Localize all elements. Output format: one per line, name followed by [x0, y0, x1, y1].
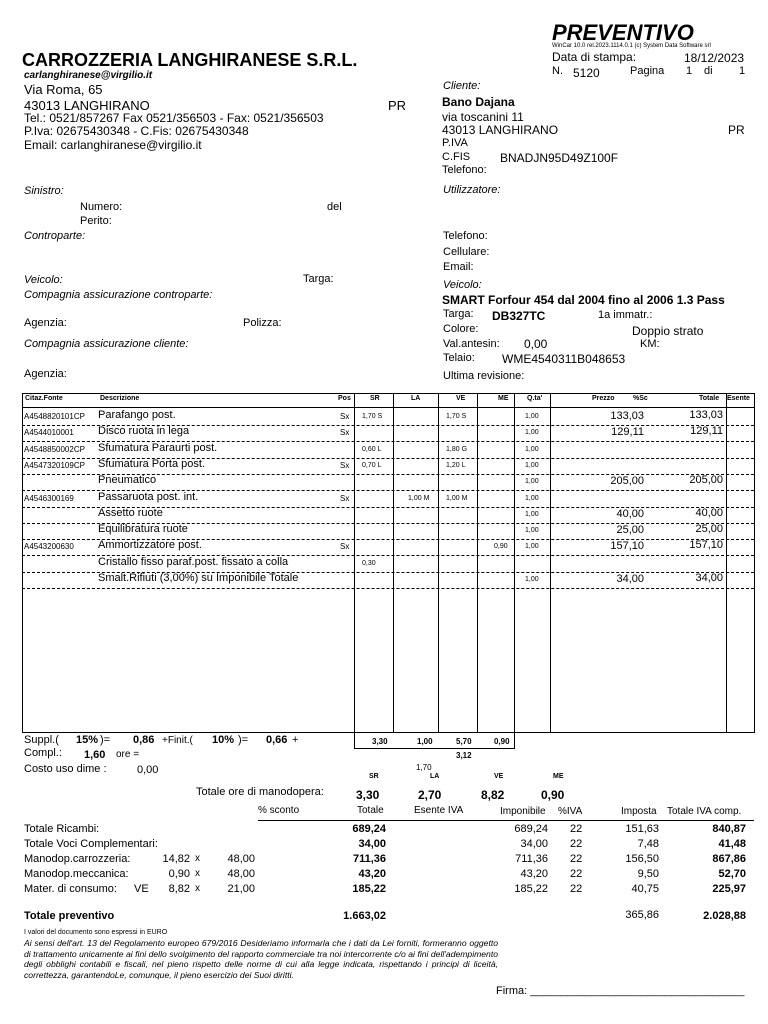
cell-sr: 1,70 S [362, 413, 383, 420]
veicolo-controparte-label: Veicolo: [24, 274, 63, 286]
summary-b: 48,00 [227, 853, 255, 865]
summary-label: Totale Ricambi: [24, 823, 100, 835]
summary-imponibile: 689,24 [514, 823, 548, 835]
page-label: Pagina [630, 65, 665, 77]
summary-b: 21,00 [227, 883, 255, 895]
cell-pos: Sx [340, 460, 350, 470]
cell-price: 40,00 [616, 507, 644, 520]
euro-note: I valori del documento sono espressi in EURO [24, 929, 168, 936]
vehicle-val: 0,00 [524, 337, 548, 351]
col-sc: %Sc [633, 395, 648, 402]
cell-price: 133,03 [610, 410, 644, 422]
doc-title: PREVENTIVO [552, 20, 694, 45]
client-piva-label: P.IVA [442, 137, 468, 149]
vehicle-val-label: Val.antesin: [443, 338, 500, 350]
summary-x: x [195, 883, 200, 894]
summary-comp: 225,97 [712, 883, 746, 895]
cell-qty: 1,00 [525, 527, 539, 535]
table-row [22, 523, 754, 539]
sum-header-imponibile: Imponibile [500, 806, 546, 817]
col-totale: Totale [699, 395, 720, 402]
agenzia-label: Agenzia: [24, 317, 67, 329]
summary-pre: VE [134, 883, 149, 895]
cell-desc: Disco ruota in lega [98, 425, 190, 438]
summary-imposta: 9,50 [637, 868, 659, 880]
cell-pos: Sx [340, 412, 350, 421]
summary-comp: 867,86 [712, 853, 746, 865]
vehicle-model: SMART Forfour 454 dal 2004 fino al 2006 1.3 Pass [442, 293, 725, 307]
summary-iva: 22 [570, 838, 583, 850]
cell-desc: Pneumatico [98, 474, 157, 487]
company-phone: Tel.: 0521/857267 Fax 0521/356503 - Fax: 0521/356503 [24, 111, 324, 125]
table-row [22, 458, 754, 474]
del-label: del [327, 201, 342, 213]
summary-divider [258, 820, 754, 821]
signature-line: Firma: ___________________________________ [496, 985, 745, 997]
summary-iva: 22 [570, 853, 583, 865]
suppl-value: 0,86 [133, 734, 155, 746]
cell-qty: 1,00 [525, 494, 539, 502]
cell-desc: Passaruota post. int. [98, 490, 199, 503]
finit-value: 0,66 [266, 734, 288, 746]
hours-la: 2,70 [418, 788, 442, 802]
col-prezzo: Prezzo [592, 395, 615, 402]
summary-imposta: 7,48 [637, 838, 659, 850]
sum-header-totale: Totale [357, 805, 384, 816]
cell-code: A4547320109CP [24, 460, 85, 470]
company-piva: P.Iva: 02675430348 - C.Fis: 02675430348 [24, 124, 249, 138]
compagnia-controparte-label: Compagnia assicurazione controparte: [24, 289, 213, 301]
cell-qty: 1,00 [525, 478, 539, 486]
cell-la: 1,00 M [408, 494, 430, 502]
summary-comp: 840,87 [712, 823, 746, 835]
compl-label: Compl.: [24, 747, 62, 759]
summary-x: x [195, 868, 200, 879]
summary-label: Manodop.carrozzeria: [24, 853, 131, 865]
cell-price: 205,00 [610, 475, 644, 488]
col-citaz: Citaz.Fonte [25, 395, 63, 402]
controparte-label: Controparte: [24, 230, 86, 242]
compagnia-cliente-label: Compagnia assicurazione cliente: [24, 338, 189, 350]
client-city: 43013 LANGHIRANO [442, 123, 559, 137]
user-email-label: Email: [443, 261, 474, 273]
cell-total: 25,00 [695, 523, 723, 536]
sum-header-iva: %IVA [558, 806, 583, 817]
cell-qty: 1,00 [525, 543, 539, 551]
small-value: 1,70 [416, 763, 432, 772]
cell-qty: 1,00 [525, 413, 539, 420]
cell-qty: 1,00 [525, 445, 539, 453]
col-descrizione: Descrizione [100, 395, 140, 402]
summary-totale: 689,24 [352, 823, 386, 835]
costo-dime-label: Costo uso dime : [24, 763, 107, 775]
table-row [22, 507, 754, 523]
summary-totale: 711,36 [352, 853, 386, 865]
client-phone-label: Telefono: [442, 164, 487, 176]
perito-label: Perito: [80, 215, 112, 227]
suppl-pct: 15% [76, 734, 99, 746]
cell-pos: Sx [340, 493, 350, 503]
client-label: Cliente: [443, 80, 481, 92]
total-comp: 2.028,88 [703, 910, 746, 922]
client-cfis-label: C.FIS [442, 151, 471, 163]
summary-a: 14,82 [162, 853, 190, 865]
company-name: CARROZZERIA LANGHIRANESE S.R.L. [22, 50, 358, 70]
col-qta: Q.ta' [527, 395, 543, 402]
software-credit: WinCar 10.0 rel.2023.1114.0.1 (c) System Data Software srl [552, 43, 711, 49]
date-value: 18/12/2023 [684, 51, 745, 65]
suppl-eq: )= [100, 734, 111, 746]
cell-code: A4548820101CP [24, 412, 85, 421]
summary-totale: 43,20 [358, 868, 386, 880]
hours-header-sr: SR [369, 773, 379, 780]
summary-imponibile: 711,36 [515, 853, 548, 865]
cell-desc: Assetto ruote [98, 506, 163, 519]
vehicle-targa-label: Targa: [443, 308, 474, 320]
sum-header-esente: Esente IVA [414, 805, 464, 816]
cell-total: 129,11 [690, 425, 723, 438]
cell-pos: Sx [340, 542, 350, 552]
col-sr: SR [370, 395, 380, 402]
col-pos: Pos [338, 395, 351, 402]
hours-ve: 8,82 [481, 788, 505, 802]
col-ve: VE [456, 395, 466, 402]
cell-ve: 1,20 L [446, 461, 466, 469]
cell-price: 34,00 [616, 573, 644, 585]
polizza-label: Polizza: [243, 317, 282, 329]
cell-desc: Parafango post. [98, 409, 176, 421]
summary-imponibile: 185,22 [514, 883, 548, 895]
total-value: 1.663,02 [343, 910, 386, 922]
table-row [22, 491, 754, 507]
hours-sr: 3,30 [356, 788, 380, 802]
table-row [22, 425, 754, 441]
sinistro-label: Sinistro: [24, 185, 64, 197]
client-province: PR [728, 123, 745, 137]
summary-a: 0,90 [168, 868, 190, 880]
number-value: 5120 [573, 66, 600, 80]
cell-sr: 0,30 [362, 559, 376, 567]
cell-total: 34,00 [695, 572, 723, 584]
ore-label: ore = [116, 749, 140, 760]
box-me: 0,90 [494, 737, 510, 746]
cell-total: 157,10 [689, 539, 723, 552]
cell-desc: Sfumatura Paraurti post. [98, 441, 218, 454]
cell-code: A4548850002CP [24, 444, 85, 454]
sum-header-comp: Totale IVA comp. [667, 806, 742, 817]
suppl-label: Suppl.( [24, 734, 59, 746]
summary-totale: 185,22 [352, 883, 386, 895]
table-row [22, 556, 754, 572]
cell-me: 0,90 [494, 543, 508, 551]
summary-imposta: 151,63 [625, 823, 659, 835]
summary-iva: 22 [570, 883, 583, 895]
summary-iva: 22 [570, 823, 583, 835]
user-phone-label: Telefono: [443, 230, 488, 242]
cell-sr: 0,70 L [362, 461, 382, 469]
cell-desc: Smalt.Rifiuti (3,00%) su Imponibile Totale [98, 572, 299, 584]
cell-total: 205,00 [689, 474, 723, 487]
vehicle-label: Veicolo: [443, 279, 482, 291]
page-of: di [704, 65, 713, 77]
finit-eq: )= [238, 734, 249, 746]
cell-code: A4543200630 [24, 542, 74, 552]
table-row [22, 572, 754, 588]
box-sr: 3,30 [372, 737, 388, 746]
hours-header-ve: VE [494, 773, 504, 780]
client-address: via toscanini 11 [442, 110, 524, 124]
summary-comp: 41,48 [718, 838, 746, 850]
summary-imponibile: 34,00 [520, 838, 548, 850]
client-name: Bano Dajana [442, 95, 515, 109]
utilizzatore-label: Utilizzatore: [443, 184, 501, 196]
targa-controparte-label: Targa: [303, 273, 334, 285]
summary-b: 48,00 [227, 868, 255, 880]
cell-sr: 0,60 L [362, 445, 382, 453]
sum-header-sconto: % sconto [258, 805, 300, 816]
vehicle-colore: Doppio strato [632, 324, 704, 338]
summary-x: x [195, 853, 200, 864]
plus-sign: + [292, 734, 299, 746]
cell-desc: Ammortizzatore post. [98, 539, 202, 552]
total-imposta: 365,86 [625, 909, 659, 921]
hours-me: 0,90 [541, 788, 565, 802]
cell-total: 40,00 [695, 506, 723, 519]
company-province: PR [388, 98, 407, 113]
summary-imponibile: 43,20 [520, 868, 548, 880]
total-label: Totale preventivo [24, 910, 115, 922]
number-label: N. [552, 65, 563, 77]
cell-price: 129,11 [611, 426, 644, 439]
company-city: 43013 LANGHIRANO [24, 98, 150, 113]
company-address: Via Roma, 65 [24, 82, 103, 97]
summary-label: Totale Voci Complementari: [24, 838, 158, 850]
agenzia-cliente-label: Agenzia: [24, 368, 67, 380]
summary-iva: 22 [570, 868, 583, 880]
cell-pos: Sx [340, 428, 350, 438]
cell-code: A4544010001 [24, 428, 74, 438]
summary-comp: 52,70 [718, 868, 746, 880]
summary-totale: 34,00 [358, 838, 386, 850]
vehicle-km-label: KM: [640, 338, 660, 350]
cell-code: A4546300169 [24, 493, 74, 503]
cell-ve: 1,00 M [446, 494, 468, 502]
summary-label: Mater. di consumo: [24, 883, 117, 895]
table-row [22, 539, 754, 555]
sum-header-imposta: Imposta [621, 806, 657, 817]
summary-imposta: 156,50 [625, 853, 659, 865]
vehicle-immatr-label: 1a immatr.: [598, 309, 653, 321]
summary-label: Manodop.meccanica: [24, 868, 129, 880]
cell-desc: Equilibratura ruote [98, 523, 188, 536]
vehicle-telaio-label: Telaio: [443, 352, 475, 364]
cell-ve: 1,80 G [446, 445, 468, 453]
table-row [22, 474, 754, 490]
col-me: ME [498, 395, 509, 402]
hours-header-la: LA [430, 773, 440, 780]
cell-price: 25,00 [616, 524, 644, 537]
privacy-note: Ai sensi dell'art. 13 del Regolamento europeo 679/2016 Desideriamo informarla che i dati da Lei forniti, formeranno oggetto di trattamento unicamente ai fini dello svolgimento del rapporto commerciale tra noi intercorrente c/o ai fini dell'adempimento degli obblighi contabili e fiscali, nel pieno rispetto delle norme di cui alla legge indicata, rispettando i principi di liceità, correttezza, garantendoLe, comunque, il pieno esercizio dei Suoi diritti. [24, 938, 498, 980]
table-row [22, 409, 754, 425]
cell-price: 157,10 [610, 540, 644, 553]
cell-qty: 1,00 [525, 461, 539, 469]
user-mobile-label: Cellulare: [443, 246, 490, 258]
page-total: 1 [739, 65, 746, 77]
box-ve-extra: 3,12 [456, 751, 472, 760]
col-la: LA [411, 395, 421, 402]
row-separator [22, 588, 754, 589]
col-esente: Esente [727, 395, 750, 402]
cell-qty: 1,00 [525, 576, 539, 583]
vehicle-colore-label: Colore: [443, 323, 479, 335]
company-email-top: carlanghiranese@virgilio.it [24, 70, 153, 81]
cell-ve: 1,70 S [446, 413, 467, 420]
date-label: Data di stampa: [552, 50, 637, 64]
vehicle-revisione-label: Ultima revisione: [443, 370, 525, 382]
finit-label: +Finit.( [162, 735, 193, 746]
summary-imposta: 40,75 [631, 883, 659, 895]
box-la: 1,00 [417, 737, 433, 746]
compl-value: 1,60 [84, 749, 106, 761]
numero-label: Numero: [80, 201, 123, 213]
cell-qty: 1,00 [525, 429, 539, 437]
cell-desc: Sfumatura Porta post. [98, 457, 205, 470]
cell-qty: 1,00 [525, 510, 539, 518]
box-ve: 5,70 [456, 737, 472, 746]
vehicle-telaio: WME4540311B048653 [502, 352, 626, 366]
finit-pct: 10% [212, 734, 235, 746]
hours-total-label: Totale ore di manodopera: [196, 786, 324, 798]
table-row [22, 442, 754, 458]
cell-desc: Cristallo fisso paraf.post. fissato a colla [98, 555, 289, 568]
vehicle-targa: DB327TC [492, 309, 546, 323]
client-cfis: BNADJN95D49Z100F [500, 151, 619, 165]
cell-total: 133,03 [689, 409, 723, 421]
company-email: Email: carlanghiranese@virgilio.it [24, 138, 202, 152]
costo-dime-value: 0,00 [137, 764, 159, 776]
page-num: 1 [686, 65, 693, 77]
summary-a: 8,82 [168, 883, 190, 895]
hours-header-me: ME [553, 773, 564, 780]
